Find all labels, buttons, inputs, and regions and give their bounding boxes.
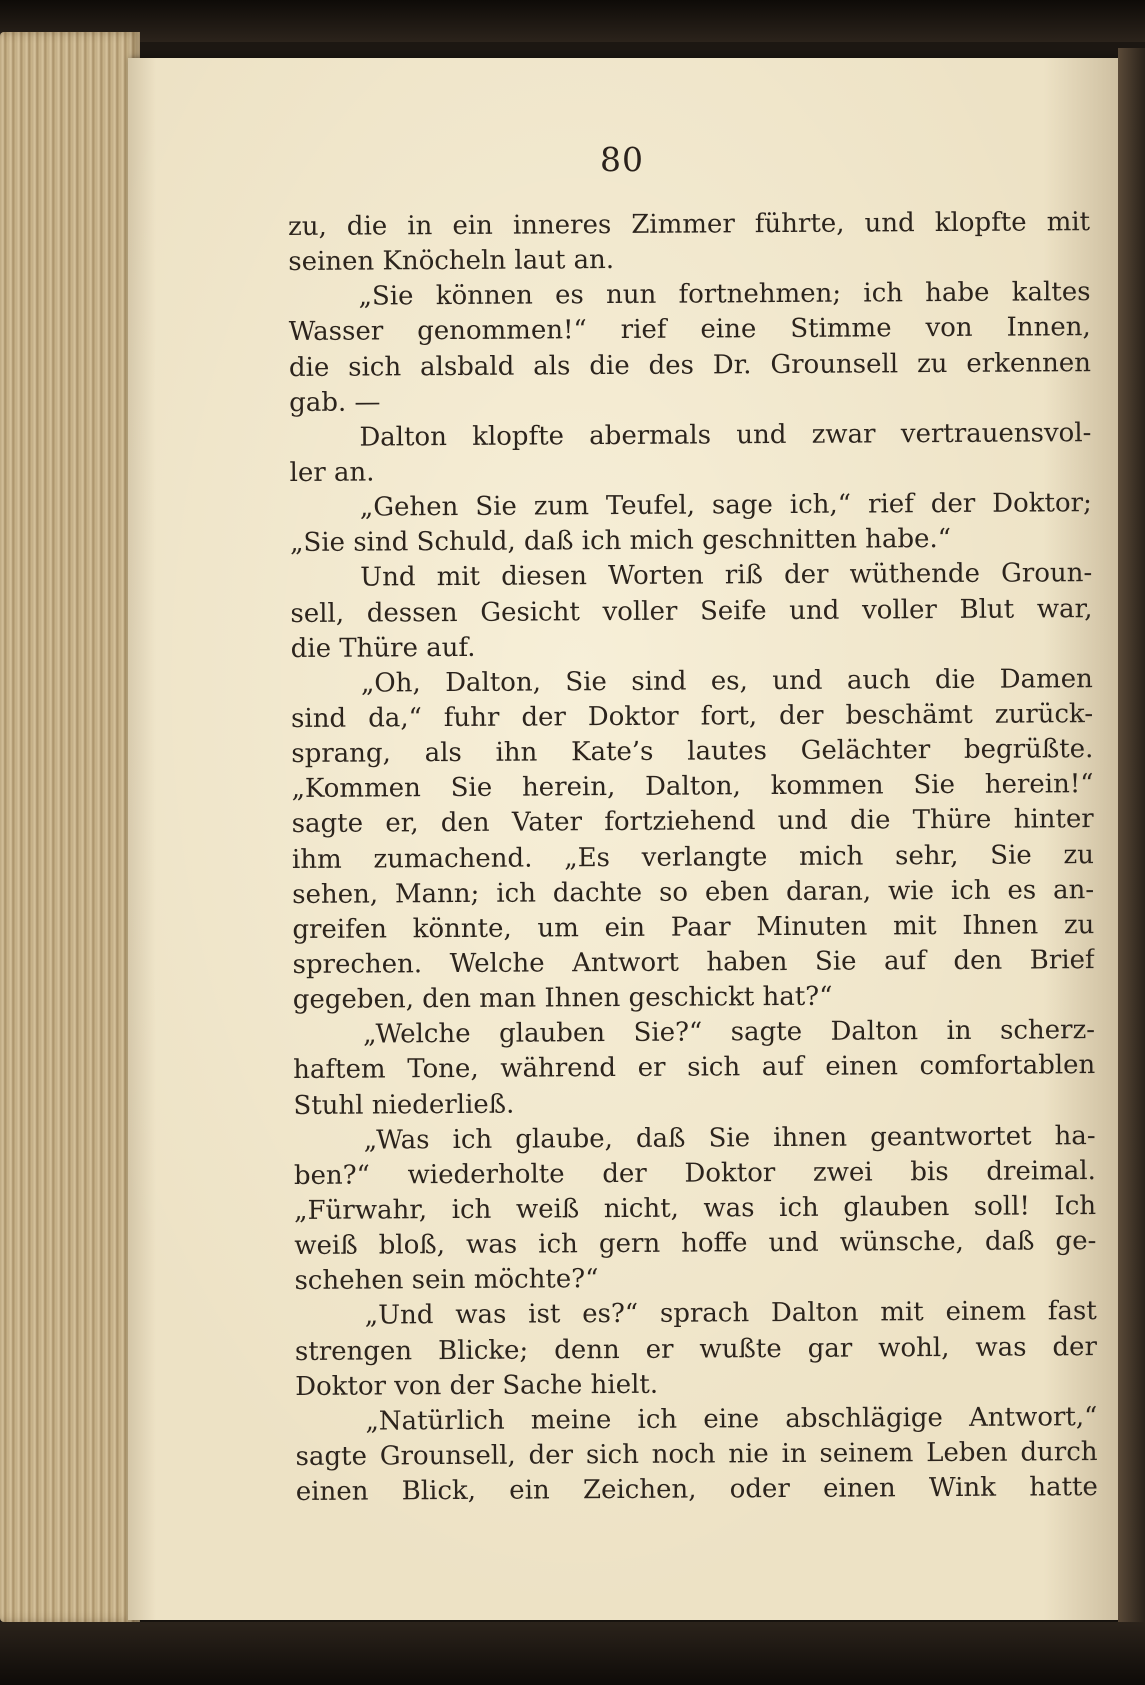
text-line: die Thüre auf. xyxy=(290,632,476,664)
scan-top-border xyxy=(0,0,1145,42)
text-line: „Was ich glaube, daß Sie ihnen geantwortet ha- xyxy=(363,1120,1096,1156)
text-line: zu, die in ein inneres Zimmer führte, und klopfte mit xyxy=(288,207,1091,242)
body-text xyxy=(288,205,1098,1510)
text-line: Stuhl niederließ. xyxy=(293,1089,515,1121)
text-line: Und mit diesen Worten riß der wüthende Groun- xyxy=(360,558,1093,593)
text-line: haftem Tone, während er sich auf einen comfortablen xyxy=(293,1050,1096,1086)
text-line: sehen, Mann; ich dachte so eben daran, wie ich es an- xyxy=(292,874,1095,910)
text-line: „Kommen Sie herein, Dalton, kommen Sie herein!“ xyxy=(291,769,1094,805)
text-line: „Natürlich meine ich eine abschlägige Antwort,“ xyxy=(365,1401,1098,1437)
text-line: „Sie können es nun fortnehmen; ich habe kaltes xyxy=(358,277,1091,312)
text-line: gegeben, den man Ihnen geschickt hat?“ xyxy=(292,981,833,1016)
text-line: schehen sein möchte?“ xyxy=(294,1264,599,1297)
text-line: Wasser genommen!“ rief eine Stimme von Innen, xyxy=(288,312,1091,348)
text-line: sprechen. Welche Antwort haben Sie auf den Brief xyxy=(292,945,1095,980)
text-line: Dalton klopfte abermals und zwar vertrauensvol- xyxy=(359,417,1092,453)
text-line: ihm zumachend. „Es verlangte mich sehr, Sie zu xyxy=(291,839,1095,875)
text-line: die sich alsbald als die des Dr. Grounsell zu erkennen xyxy=(288,347,1092,383)
page-number: 80 xyxy=(600,140,644,179)
text-line: sprang, als ihn Kate’s lautes Gelächter begrüßte. xyxy=(291,734,1094,770)
text-line: gab. — xyxy=(289,387,381,418)
book-page-edges xyxy=(0,32,140,1622)
text-line: sind da,“ fuhr der Doktor fort, der beschämt zurück- xyxy=(291,699,1094,734)
scan-bottom-border xyxy=(0,1622,1145,1685)
text-line: ler an. xyxy=(289,457,375,488)
text-line: strengen Blicke; denn er wußte gar wohl, was der xyxy=(294,1331,1098,1367)
text-line: „Sie sind Schuld, daß ich mich geschnitten habe.“ xyxy=(289,524,952,559)
text-line: einen Blick, ein Zeichen, oder einen Wink hatte xyxy=(295,1472,1098,1508)
text-line: sagte Grounsell, der sich noch nie in seinem Leben durch xyxy=(295,1436,1098,1472)
text-line: sagte er, den Vater fortziehend und die Thüre hinter xyxy=(291,804,1094,840)
text-line: greifen könnte, um ein Paar Minuten mit Ihnen zu xyxy=(292,909,1095,945)
text-line: Doktor von der Sache hielt. xyxy=(295,1369,659,1402)
text-line: „Gehen Sie zum Teufel, sage ich,“ rief der Doktor; xyxy=(359,488,1092,523)
scan-right-border xyxy=(1118,48,1145,1628)
text-line: „Welche glauben Sie?“ sagte Dalton in scherz- xyxy=(362,1015,1096,1050)
text-line: sell, dessen Gesicht voller Seife und voller Blut war, xyxy=(290,593,1093,629)
text-line: seinen Knöcheln laut an. xyxy=(288,245,615,278)
text-line: weiß bloß, was ich gern hoffe und wünsche, daß ge- xyxy=(294,1226,1097,1262)
text-line: „Oh, Dalton, Sie sind es, und auch die Damen xyxy=(360,663,1093,699)
text-line: „Und was ist es?“ sprach Dalton mit einem fast xyxy=(364,1296,1097,1331)
text-line: „Fürwahr, ich weiß nicht, was ich glauben soll! Ich xyxy=(294,1191,1097,1226)
text-line: ben?“ wiederholte der Doktor zwei bis dreimal. xyxy=(293,1155,1096,1191)
